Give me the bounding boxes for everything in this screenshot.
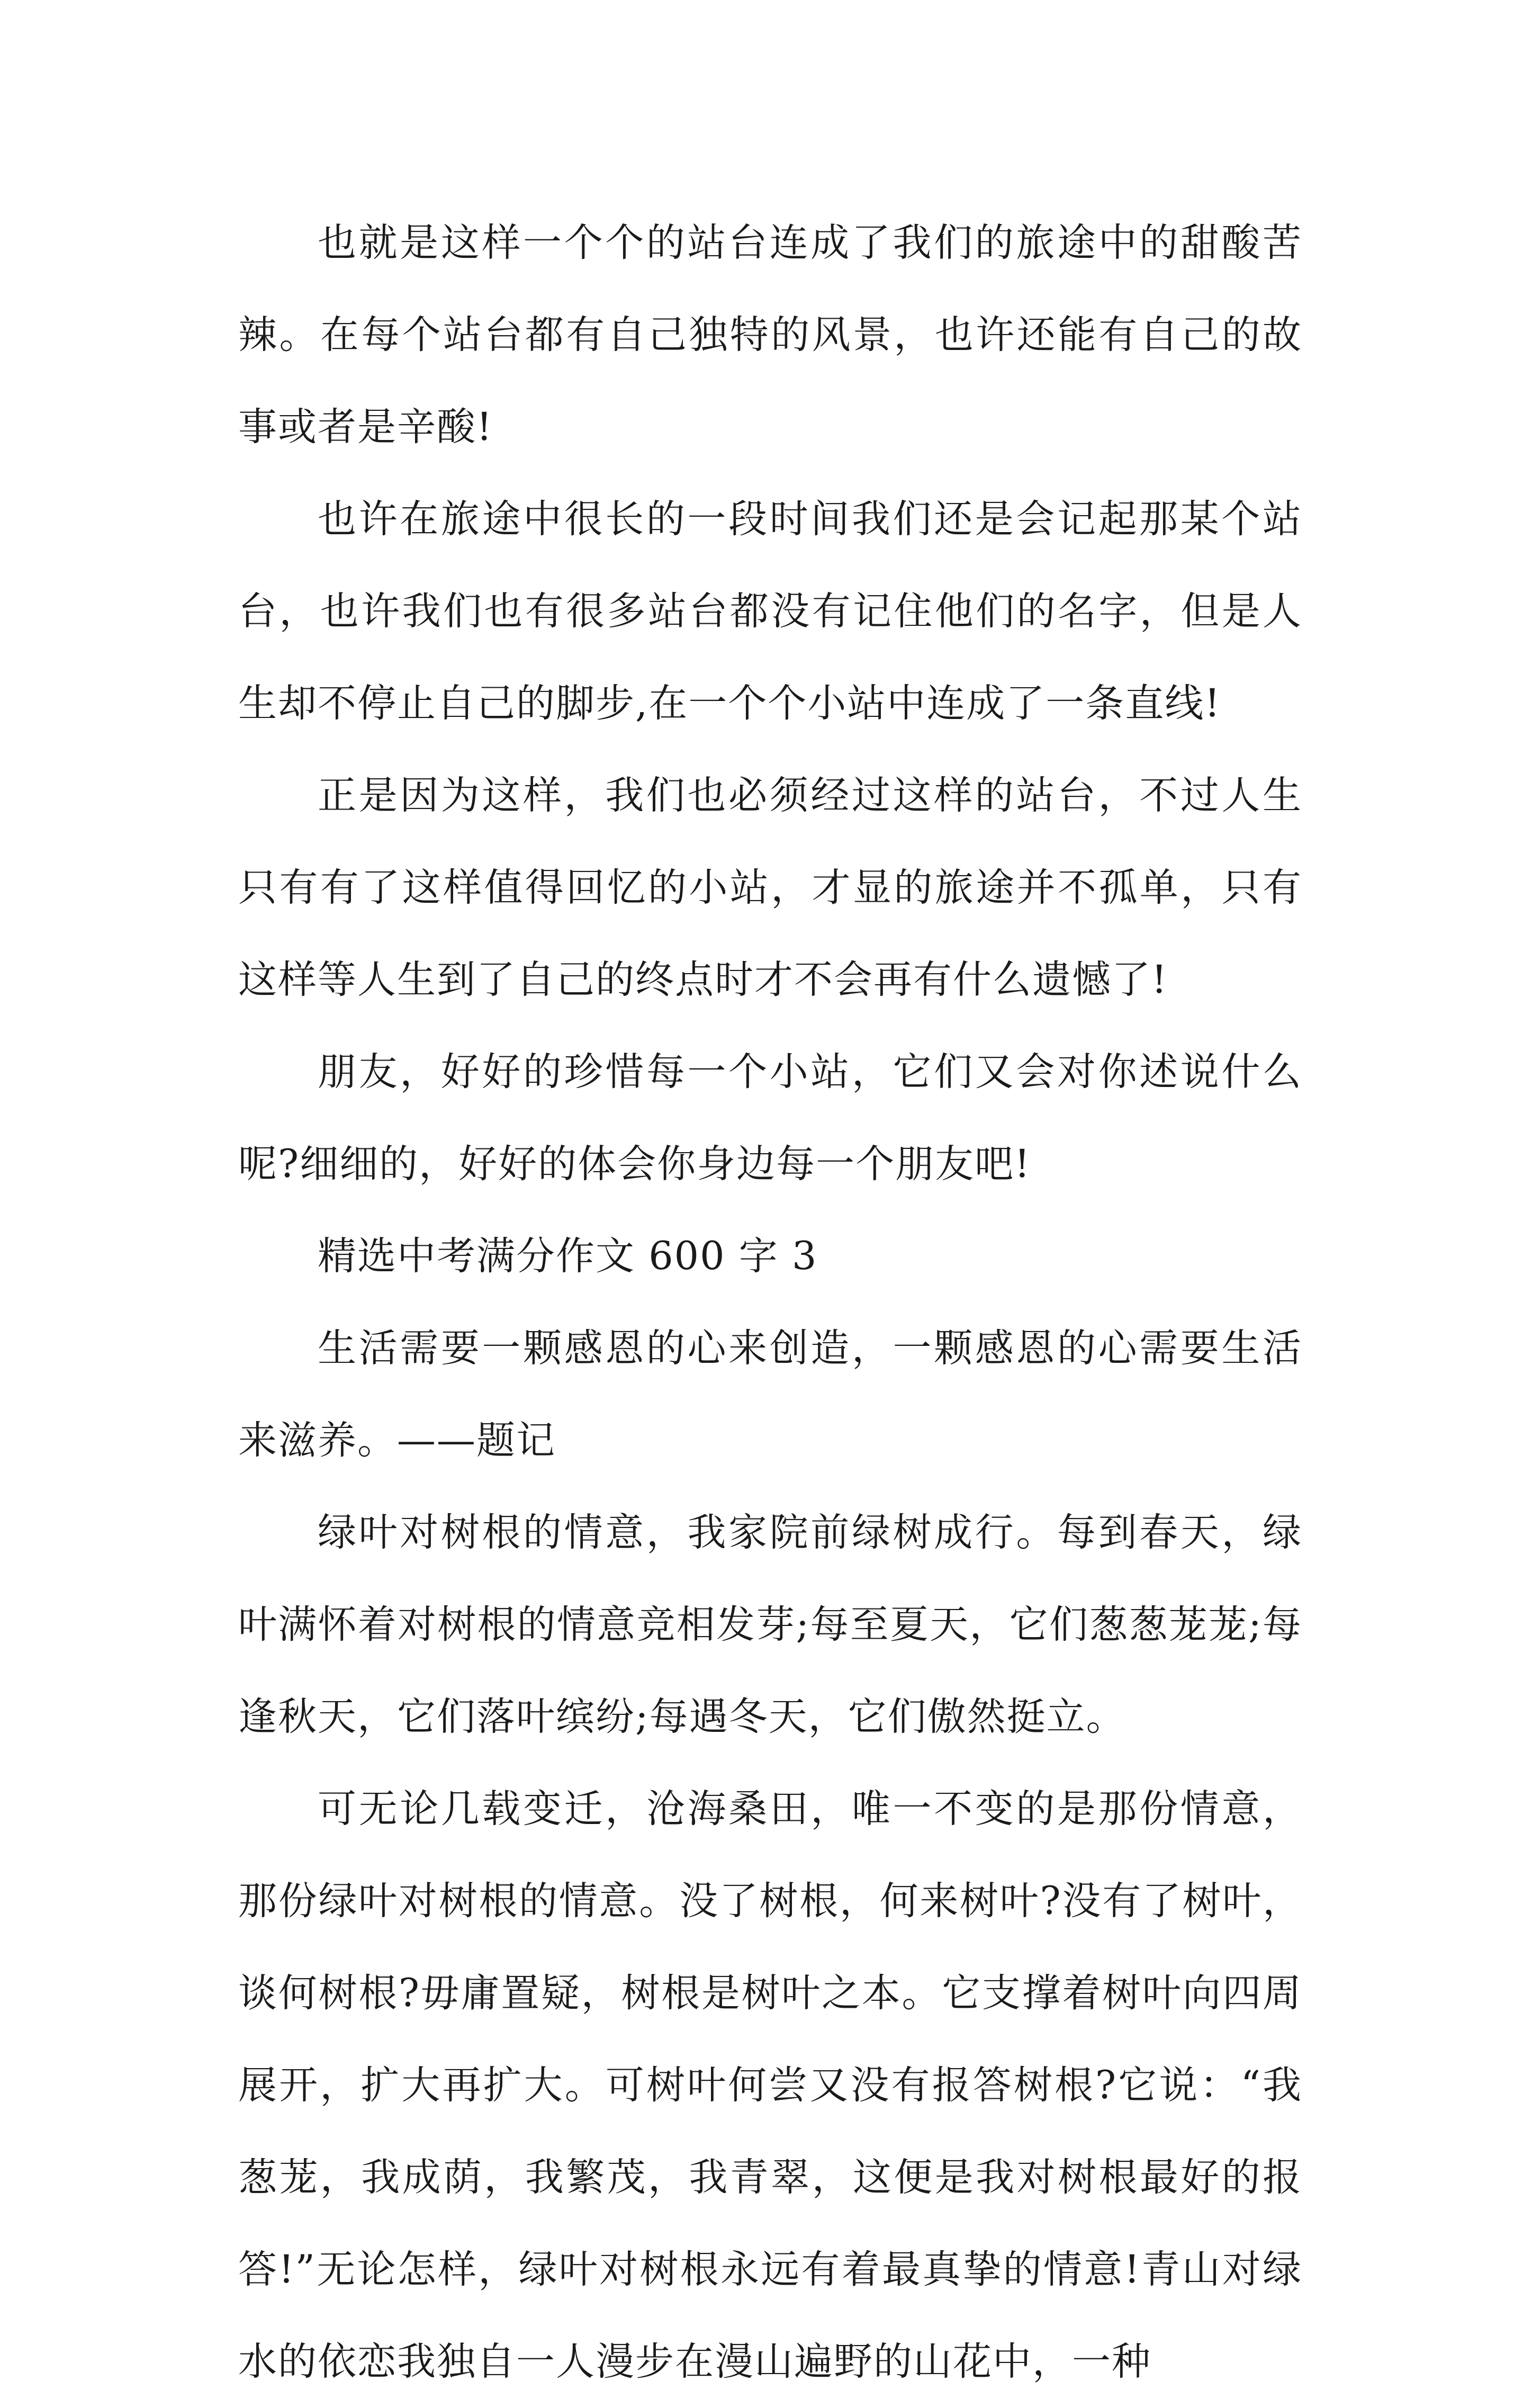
epigraph-paragraph: 生活需要一颗感恩的心来创造，一颗感恩的心需要生活来滋养。——题记 bbox=[238, 1326, 1302, 1463]
paragraph: 朋友，好好的珍惜每一个小站，它们又会对你述说什么呢?细细的，好好的体会你身边每一个朋友吧! bbox=[238, 1049, 1302, 1187]
paragraph: 也许在旅途中很长的一段时间我们还是会记起那某个站台，也许我们也有很多站台都没有记住他们的名字，但是人生却不停止自己的脚步,在一个个小站中连成了一条直线! bbox=[238, 497, 1302, 726]
paragraph: 也就是这样一个个的站台连成了我们的旅途中的甜酸苦辣。在每个站台都有自己独特的风景，也许还能有自己的故事或者是辛酸! bbox=[238, 220, 1302, 450]
paragraph: 正是因为这样，我们也必须经过这样的站台，不过人生只有有了这样值得回忆的小站，才显的旅途并不孤单，只有这样等人生到了自己的终点时才不会再有什么遗憾了! bbox=[238, 773, 1302, 1002]
document-body bbox=[238, 197, 1302, 2408]
paragraph: 绿叶对树根的情意，我家院前绿树成行。每到春天，绿叶满怀着对树根的情意竞相发芽;每至夏天，它们葱葱茏茏;每逢秋天，它们落叶缤纷;每遇冬天，它们傲然挺立。 bbox=[238, 1510, 1302, 1739]
paragraph: 可无论几载变迁，沧海桑田，唯一不变的是那份情意，那份绿叶对树根的情意。没了树根，何来树叶?没有了树叶，谈何树根?毋庸置疑，树根是树叶之本。它支撑着树叶向四周展开，扩大再扩大。可树叶何尝又没有报答树根?它说：“我葱茏，我成荫，我繁茂，我青翠，这便是我对树根最好的报答!”无论怎样，绿叶对树根永远有着最真挚的情意!青山对绿水的依恋我独自一人漫步在漫山遍野的山花中，一种 bbox=[238, 1786, 1302, 2384]
section-heading: 精选中考满分作文 600 字 3 bbox=[318, 1234, 818, 1279]
